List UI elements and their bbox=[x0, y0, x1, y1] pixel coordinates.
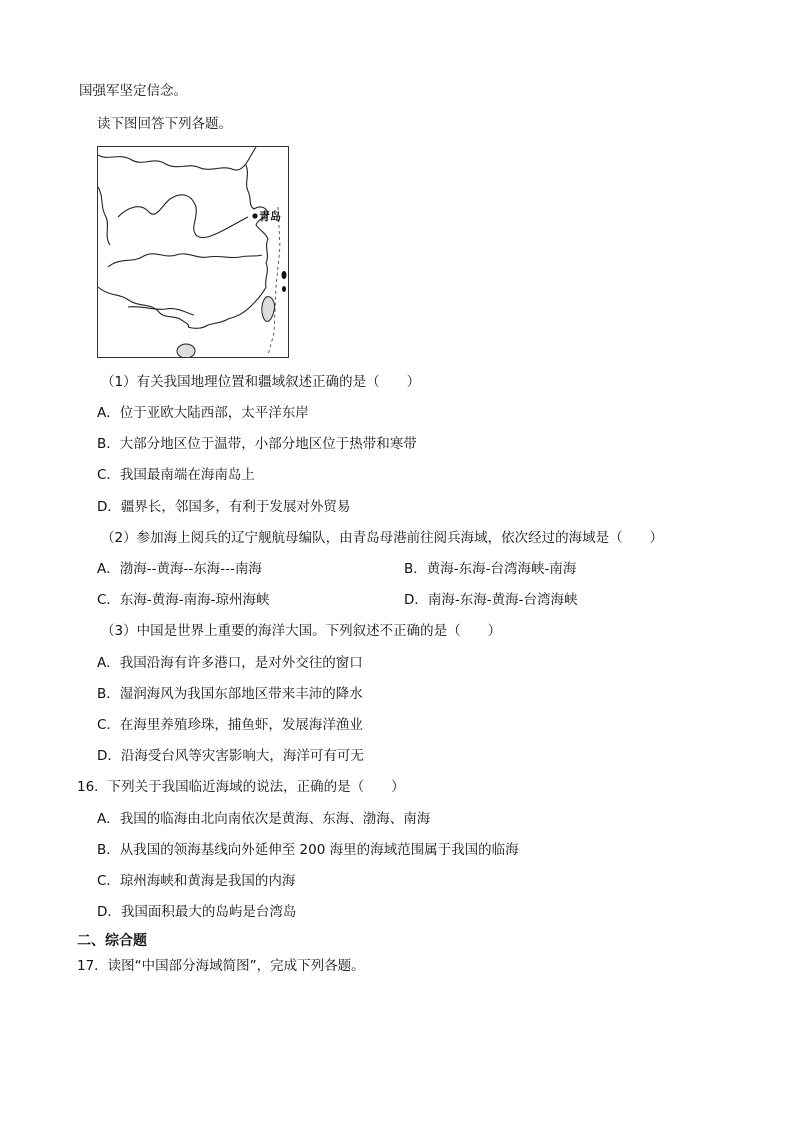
q15-sub1-option-d: D．疆界长，邻国多，有利于发展对外贸易 bbox=[97, 499, 351, 515]
q15-sub3-option-a: A．我国沿海有许多港口，是对外交往的窗口 bbox=[97, 655, 363, 671]
q16-stem: 16．下列关于我国临近海域的说法，正确的是（ ） bbox=[77, 779, 405, 795]
q15-sub2-stem: （2）参加海上阅兵的辽宁舰航母编队，由青岛母港前往阅兵海域，依次经过的海域是（ ） bbox=[101, 530, 664, 546]
intro-tail: 国强军坚定信念。 bbox=[79, 83, 187, 99]
q15-sub2-option-a: A．渤海--黄海--东海---南海 bbox=[97, 561, 262, 577]
section-heading: 二、综合题 bbox=[77, 933, 147, 949]
q15-sub1-option-a: A．位于亚欧大陆西部，太平洋东岸 bbox=[97, 405, 309, 421]
q15-sub2-option-c: C．东海-黄海-南海-琼州海峡 bbox=[97, 592, 270, 608]
china-map-drawing bbox=[98, 147, 288, 357]
q17-stem: 17．读图“中国部分海域简图”，完成下列各题。 bbox=[77, 958, 365, 974]
q15-sub3-stem: （3）中国是世界上重要的海洋大国。下列叙述不正确的是（ ） bbox=[101, 623, 502, 639]
q16-option-c: C．琼州海峡和黄海是我国的内海 bbox=[97, 873, 296, 889]
q15-sub1-stem: （1）有关我国地理位置和疆域叙述正确的是（ ） bbox=[101, 374, 421, 390]
q16-option-d: D．我国面积最大的岛屿是台湾岛 bbox=[97, 904, 297, 920]
q16-option-b: B．从我国的领海基线向外延伸至 200 海里的海域范围属于我国的临海 bbox=[97, 842, 519, 858]
china-map bbox=[97, 146, 289, 358]
q16-option-a: A．我国的临海由北向南依次是黄海、东海、渤海、南海 bbox=[97, 811, 431, 827]
q15-sub3-option-d: D．沿海受台风等灾害影响大，海洋可有可无 bbox=[97, 748, 364, 764]
qingdao-label: 青岛 bbox=[259, 210, 281, 223]
q15-sub1-option-b: B．大部分地区位于温带，小部分地区位于热带和寒带 bbox=[97, 436, 417, 452]
q15-sub2-option-d: D．南海-东海-黄海-台湾海峡 bbox=[404, 592, 578, 608]
q15-sub2-option-b: B．黄海-东海-台湾海峡-南海 bbox=[404, 561, 577, 577]
q15-sub1-option-c: C．我国最南端在海南岛上 bbox=[97, 467, 255, 483]
map-instruction: 读下图回答下列各题。 bbox=[97, 116, 232, 132]
q15-sub3-option-c: C．在海里养殖珍珠，捕鱼虾，发展海洋渔业 bbox=[97, 717, 363, 733]
q15-sub3-option-b: B．湿润海风为我国东部地区带来丰沛的降水 bbox=[97, 686, 363, 702]
